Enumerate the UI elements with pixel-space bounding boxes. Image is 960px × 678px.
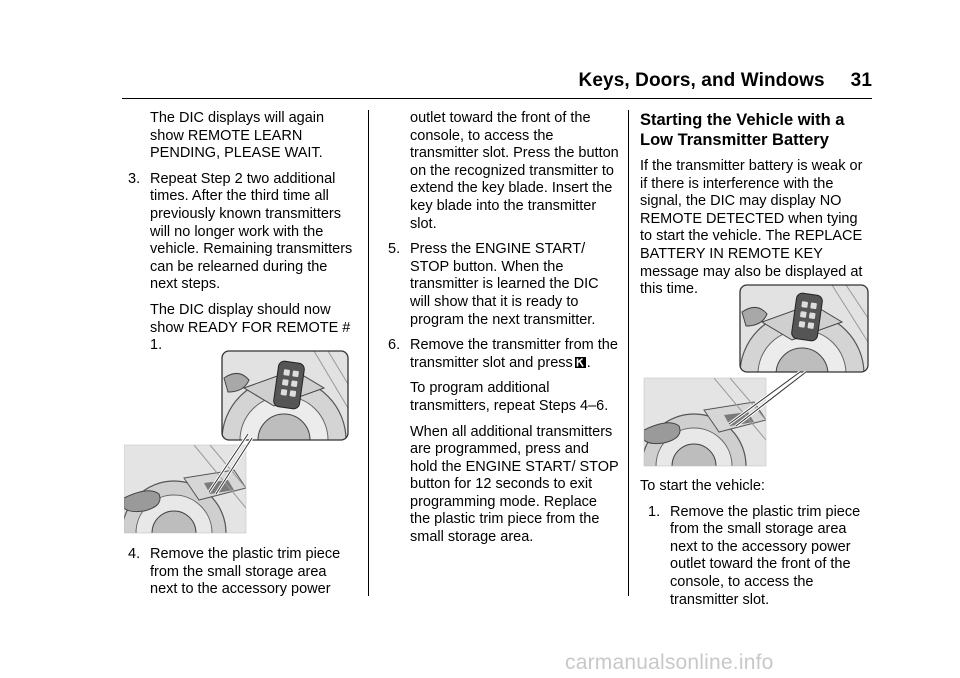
column-1 [128, 110, 356, 355]
step-text: Remove the plastic trim piece from the small storage area next to the accessory power [150, 546, 341, 598]
step-number: 4. [128, 546, 141, 562]
list-item-step-6 [388, 337, 620, 372]
watermark: carmanualsonline.info [565, 651, 774, 674]
step-number: 6. [388, 337, 401, 354]
key-icon [574, 356, 587, 369]
transmitter-slot-figure-2 [642, 282, 872, 468]
step-number: 1. [648, 503, 661, 520]
step-text: Press the ENGINE START/ STOP button. When the transmitter is learned the DIC will show that it is ready to program the next transmitter. [410, 241, 599, 328]
console-photo [642, 378, 766, 468]
step-number: 3. [128, 170, 141, 187]
transmitter-slot-figure-1 [124, 348, 352, 534]
paragraph: The DIC displays will again show REMOTE LEARN PENDING, PLEASE WAIT. [150, 110, 325, 162]
column-3-lower [640, 478, 872, 609]
column-3 [640, 110, 872, 299]
paragraph: To start the vehicle: [640, 478, 765, 494]
list-item-step-5 [388, 241, 620, 329]
step-text: Remove the plastic trim piece from the small storage area next to the accessory power outlet toward the front of the console, to access the transmitter slot. [670, 503, 861, 608]
paragraph: If the transmitter battery is weak or if there is interference with the signal, the DIC may display NO REMOTE DETECTED when tying to start the vehicle. The REPLACE BATTERY IN REMOTE KEY message may also be displayed at this time. [640, 158, 863, 298]
step-text: Repeat Step 2 two additional times. After the third time all previously known transmitters will no longer work with the vehicle. Remaining transmitters can be relearned during the next steps. [150, 170, 353, 293]
page-number: 31 [850, 70, 872, 91]
header-rule [122, 98, 872, 99]
section-heading: Starting the Vehicle with a Low Transmitter Battery [640, 111, 845, 149]
console-photo [124, 445, 246, 534]
paragraph: To program additional transmitters, repeat Steps 4–6. [410, 380, 609, 414]
column-divider-1 [368, 110, 369, 596]
list-item-step-1 [648, 504, 872, 610]
paragraph: outlet toward the front of the console, to access the transmitter slot. Press the button on the recognized transmitter to extend the key blade. Insert the key blade into the transmitter slot. [410, 110, 619, 232]
list-item-step-3 [128, 171, 356, 294]
column-divider-2 [628, 110, 629, 596]
step-number: 5. [388, 241, 401, 258]
column-1-lower [128, 546, 356, 599]
step-text: Remove the transmitter from the transmitter slot and press [410, 337, 618, 371]
paragraph: When all additional transmitters are programmed, press and hold the ENGINE START/ STOP button for 12 seconds to exit programming mode. Replace the plastic trim piece from the small storage area. [410, 423, 619, 546]
paragraph: The DIC display should now show READY FOR REMOTE # 1. [150, 301, 351, 354]
step-text-end: . [586, 354, 591, 371]
column-2 [388, 110, 620, 547]
list-item-step-4 [128, 546, 356, 599]
section-title-header: Keys, Doors, and Windows [578, 70, 825, 91]
page-header [579, 70, 872, 92]
